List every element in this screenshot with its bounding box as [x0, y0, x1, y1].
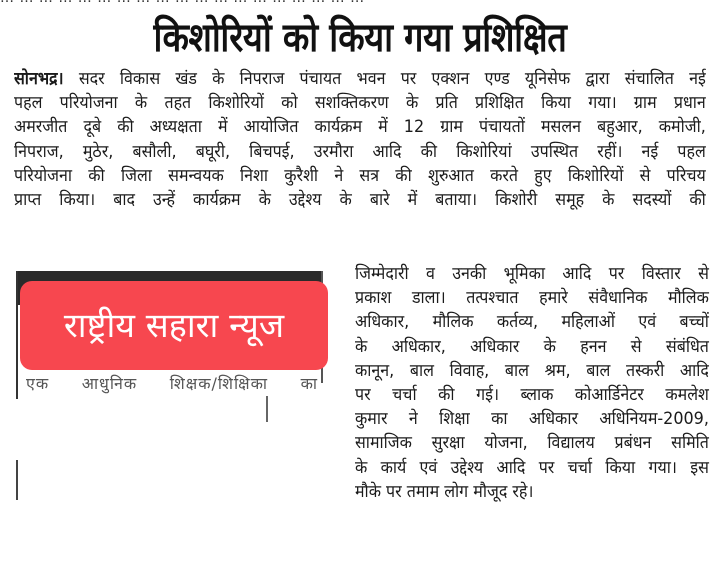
- article-body-full-width: [14, 67, 706, 212]
- body-line: प्राप्त किया। बाद उन्हें कार्यक्रम के उद्देश्य के बारे में बताया। किशोरी समूह के सदस्यों की: [14, 189, 706, 210]
- body-line: के कार्य एवं उद्देश्य आदि पर चर्चा किया गया। इस: [355, 457, 709, 478]
- dateline: सोनभद्र।: [14, 69, 64, 89]
- column-rule: [16, 271, 18, 399]
- body-line: अमरजीत दूबे की अध्यक्षता में आयोजित कार्यक्रम में 12 ग्राम पंचायतों मसलन बहुआर, कमोजी,: [14, 117, 706, 138]
- inset-partial-text: एक आधुनिक शिक्षक/शिक्षिका का: [26, 374, 318, 393]
- source-watermark-badge: [20, 281, 328, 370]
- body-line: कानून, बाल विवाह, बाल श्रम, बाल तस्करी आदि: [355, 360, 709, 381]
- body-line: सामाजिक सुरक्षा योजना, विद्यालय प्रबंधन समिति: [355, 433, 709, 454]
- source-watermark-label: राष्ट्रीय सहारा न्यूज: [63, 305, 285, 346]
- clipped-previous-text: [0, 0, 720, 5]
- body-line: प्रकाश डाला। तत्पश्चात हमारे संवैधानिक मौलिक: [355, 288, 709, 309]
- article-body-right-column: [355, 262, 709, 504]
- column-rule: [16, 460, 18, 500]
- column-rule: [266, 396, 268, 422]
- body-line: मौके पर तमाम लोग मौजूद रहे।: [355, 481, 534, 502]
- body-line: सोनभद्र। सदर विकास खंड के निपराज पंचायत भवन पर एक्शन एण्ड यूनिसेफ द्वारा संचालित नई: [14, 69, 706, 89]
- body-line: जिम्मेदारी व उनकी भूमिका आदि पर विस्तार से: [355, 264, 709, 284]
- body-line: निपराज, मुठेर, बसौली, बघूरी, बिचपई, उरमौरा आदि की किशोरियां उपस्थित रहीं। नई पहल: [14, 141, 706, 162]
- body-line: अधिकार, मौलिक कर्तव्य, महिलाओं एवं बच्चों: [355, 312, 709, 333]
- body-line: परियोजना की जिला समन्वयक निशा कुरैशी ने सत्र की शुरुआत करते हुए किशोरियों से परिचय: [14, 165, 706, 186]
- article-headline: किशोरियों को किया गया प्रशिक्षित: [153, 15, 567, 61]
- body-line: पर चर्चा की गई। ब्लाक कोआर्डिनेटर कमलेश: [355, 384, 709, 405]
- body-line: पहल परियोजना के तहत किशोरियों को सशक्तिकरण के प्रति प्रशिक्षित किया गया। ग्राम प्रधान: [14, 93, 706, 114]
- body-line: के अधिकार, अधिकार के हनन से संबंधित: [355, 336, 709, 357]
- body-line: कुमार ने शिक्षा का अधिकार अधिनियम-2009,: [355, 409, 709, 430]
